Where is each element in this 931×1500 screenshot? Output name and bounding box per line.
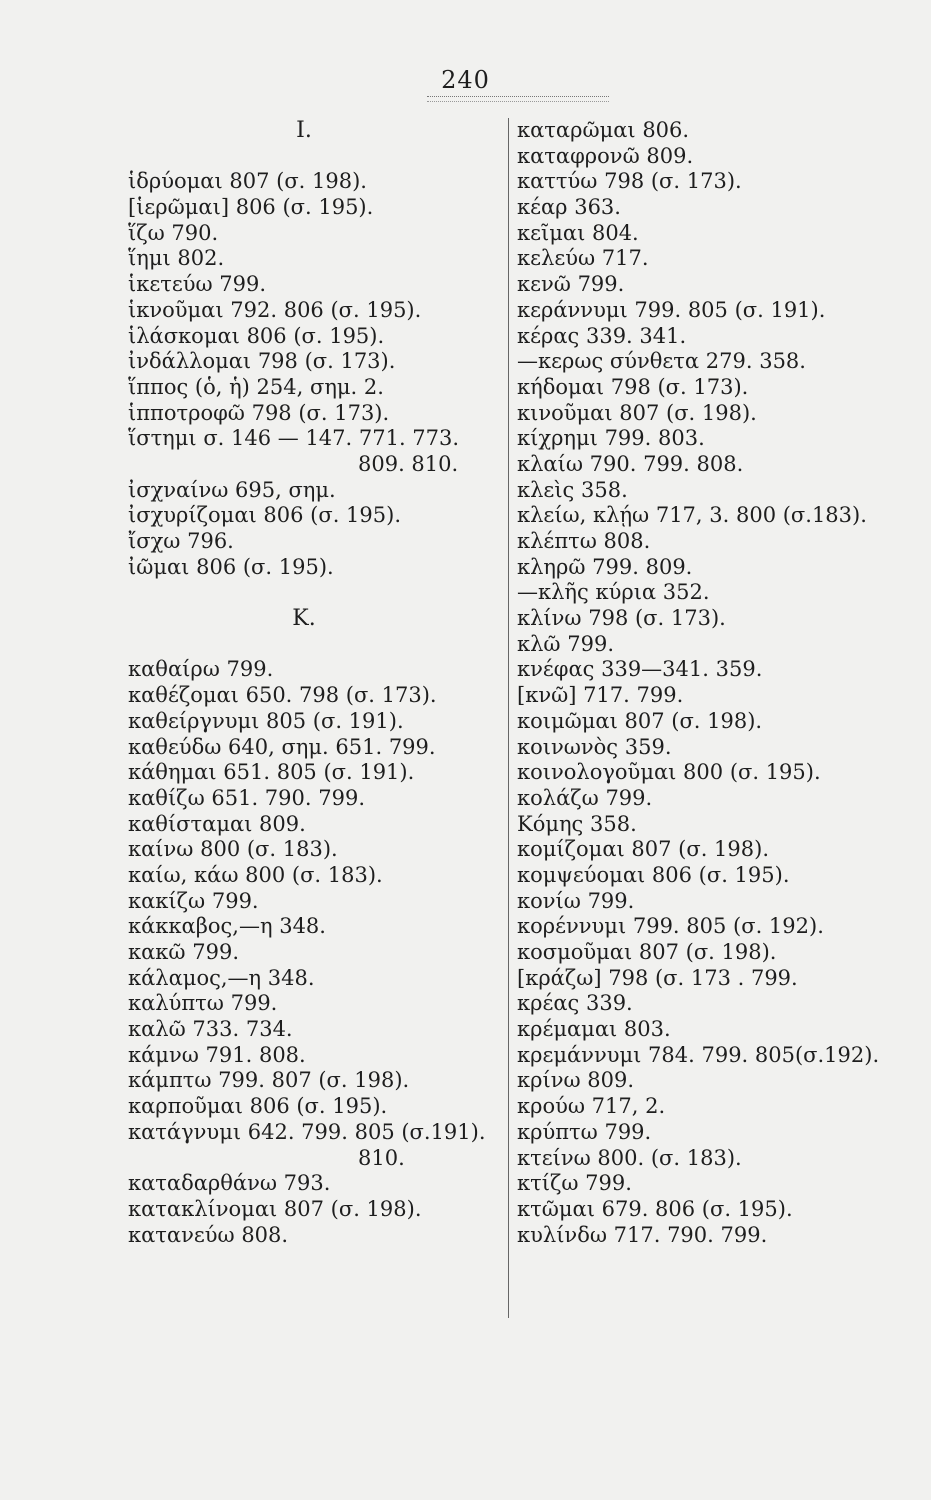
index-entry-continuation: 809. 810. (358, 451, 459, 476)
index-entry: καταδαρθάνω 793. (128, 1171, 331, 1196)
index-entry: κάμνω 791. 808. (128, 1042, 306, 1067)
index-entry: κομίζομαι 807 (σ. 198). (517, 837, 769, 862)
index-entry: ἵζω 790. (128, 220, 219, 245)
index-entry: κήδομαι 798 (σ. 173). (517, 374, 749, 399)
page-number-rule (427, 96, 609, 102)
index-entry: κνέφας 339—341. 359. (517, 657, 763, 682)
index-entry: ἵππος (ὁ, ἡ) 254, σημ. 2. (128, 374, 384, 399)
index-entry: κοσμοῦμαι 807 (σ. 198). (517, 940, 777, 964)
index-entry: ἱδρύομαι 807 (σ. 198). (128, 169, 367, 194)
index-entry: κρούω 717, 2. (517, 1094, 666, 1119)
index-entry: κινοῦμαι 807 (σ. 198). (517, 400, 757, 425)
index-entry: κοιμῶμαι 807 (σ. 198). (517, 708, 763, 733)
index-entry: καίνω 800 (σ. 183). (128, 837, 338, 862)
index-entry: κάλαμος,—η 348. (128, 965, 315, 990)
index-entry: καθείργνυμι 805 (σ. 191). (128, 708, 404, 733)
index-entry: —κερως σύνθετα 279. 358. (517, 349, 806, 374)
index-entry: ἰσχναίνω 695, σημ. (128, 477, 336, 502)
index-entry: κενῶ 799. (517, 272, 625, 297)
index-entry: καίω, κάω 800 (σ. 183). (128, 862, 383, 887)
index-column-left (128, 118, 500, 1248)
index-entry: καλῶ 733. 734. (128, 1017, 293, 1042)
index-entry: κλεὶς 358. (517, 477, 628, 502)
index-entry: καθίζω 651. 790. 799. (128, 785, 365, 810)
index-entry: κλείω, κλῄω 717, 3. 800 (σ.183). (517, 503, 867, 528)
index-entry: ἱκνοῦμαι 792. 806 (σ. 195). (128, 297, 422, 322)
index-entry: καλύπτω 799. (128, 991, 278, 1016)
index-entry: κάθημαι 651. 805 (σ. 191). (128, 760, 415, 785)
index-entry: κρεμάννυμι 784. 799. 805(σ.192). (517, 1042, 880, 1067)
page-number: 240 (441, 66, 490, 94)
index-entry: κρίνω 809. (517, 1068, 635, 1093)
index-entry: κρέας 339. (517, 991, 633, 1016)
letter-heading: I. (296, 118, 312, 143)
index-entry: ἵστημι σ. 146 — 147. 771. 773. (128, 426, 460, 451)
index-entry: κακίζω 799. (128, 888, 259, 913)
index-entry: κλῶ 799. (517, 631, 614, 656)
index-entry: κυλίνδω 717. 790. 799. (517, 1222, 768, 1247)
index-entry: καττύω 798 (σ. 173). (517, 169, 742, 194)
index-entry: κάκκαβος,—η 348. (128, 914, 326, 939)
index-entry: καθεύδω 640, σημ. 651. 799. (128, 734, 436, 759)
index-entry: κέαρ 363. (517, 195, 621, 220)
index-entry: κελεύω 717. (517, 246, 649, 271)
index-entry: κλαίω 790. 799. 808. (517, 451, 744, 476)
index-entry: κονίω 799. (517, 888, 635, 913)
index-entry: κίχρημι 799. 803. (517, 426, 705, 451)
index-entry: κλίνω 798 (σ. 173). (517, 606, 726, 631)
index-entry: κλέπτω 808. (517, 529, 651, 553)
index-entry: ἰνδάλλομαι 798 (σ. 173). (128, 349, 396, 374)
index-entry: κολάζω 799. (517, 785, 653, 810)
index-entry: ἴσχω 796. (128, 529, 234, 553)
index-entry: κορέννυμι 799. 805 (σ. 192). (517, 914, 824, 939)
index-entry: κεράννυμι 799. 805 (σ. 191). (517, 297, 826, 322)
index-entry: ἰῶμαι 806 (σ. 195). (128, 554, 334, 579)
index-entry: κέρας 339. 341. (517, 323, 687, 348)
index-entry: κληρῶ 799. 809. (517, 554, 693, 579)
index-entry: κτίζω 799. (517, 1171, 632, 1196)
index-entry: κομψεύομαι 806 (σ. 195). (517, 862, 790, 887)
index-entry: κατανεύω 808. (128, 1222, 289, 1247)
index-entry: κεῖμαι 804. (517, 220, 639, 245)
line-spacer (128, 144, 500, 170)
index-entry: ἱκετεύω 799. (128, 272, 267, 297)
index-entry: καθαίρω 799. (128, 657, 274, 682)
index-entry: κοινολογοῦμαι 800 (σ. 195). (517, 760, 821, 785)
index-entry: καταρῶμαι 806. (517, 118, 690, 142)
index-entry: καρποῦμαι 806 (σ. 195). (128, 1094, 388, 1119)
index-entry-continuation: 810. (358, 1145, 405, 1170)
index-entry: κρέμαμαι 803. (517, 1017, 671, 1042)
line-spacer (128, 632, 500, 658)
index-entry: [ἱερῶμαι] 806 (σ. 195). (128, 195, 374, 220)
index-entry: καθίσταμαι 809. (128, 811, 306, 836)
index-entry: καθέζομαι 650. 798 (σ. 173). (128, 683, 437, 708)
index-entry: [κράζω] 798 (σ. 173 . 799. (517, 965, 798, 990)
index-entry: Κόμης 358. (517, 811, 637, 836)
index-entry: καταφρονῶ 809. (517, 143, 694, 168)
index-entry: κοινωνὸς 359. (517, 734, 672, 759)
index-entry: κακῶ 799. (128, 940, 239, 964)
letter-heading: K. (292, 606, 316, 632)
index-entry: κατάγνυμι 642. 799. 805 (σ.191). (128, 1119, 486, 1144)
index-entry: κατακλίνομαι 807 (σ. 198). (128, 1196, 422, 1221)
index-entry: ἱλάσκομαι 806 (σ. 195). (128, 323, 385, 348)
index-entry: —κλῆς κύρια 352. (517, 580, 710, 605)
index-entry: κτείνω 800. (σ. 183). (517, 1145, 742, 1170)
index-entry: ἱπποτροφῶ 798 (σ. 173). (128, 400, 390, 425)
index-entry: κτῶμαι 679. 806 (σ. 195). (517, 1196, 793, 1221)
index-entry: κάμπτω 799. 807 (σ. 198). (128, 1068, 410, 1093)
line-spacer (128, 580, 500, 606)
index-entry: ἵημι 802. (128, 246, 225, 271)
index-entry: [κνῶ] 717. 799. (517, 683, 684, 708)
index-entry: ἰσχυρίζομαι 806 (σ. 195). (128, 503, 401, 528)
index-column-right (508, 118, 917, 1318)
index-entry: κρύπτω 799. (517, 1119, 652, 1144)
